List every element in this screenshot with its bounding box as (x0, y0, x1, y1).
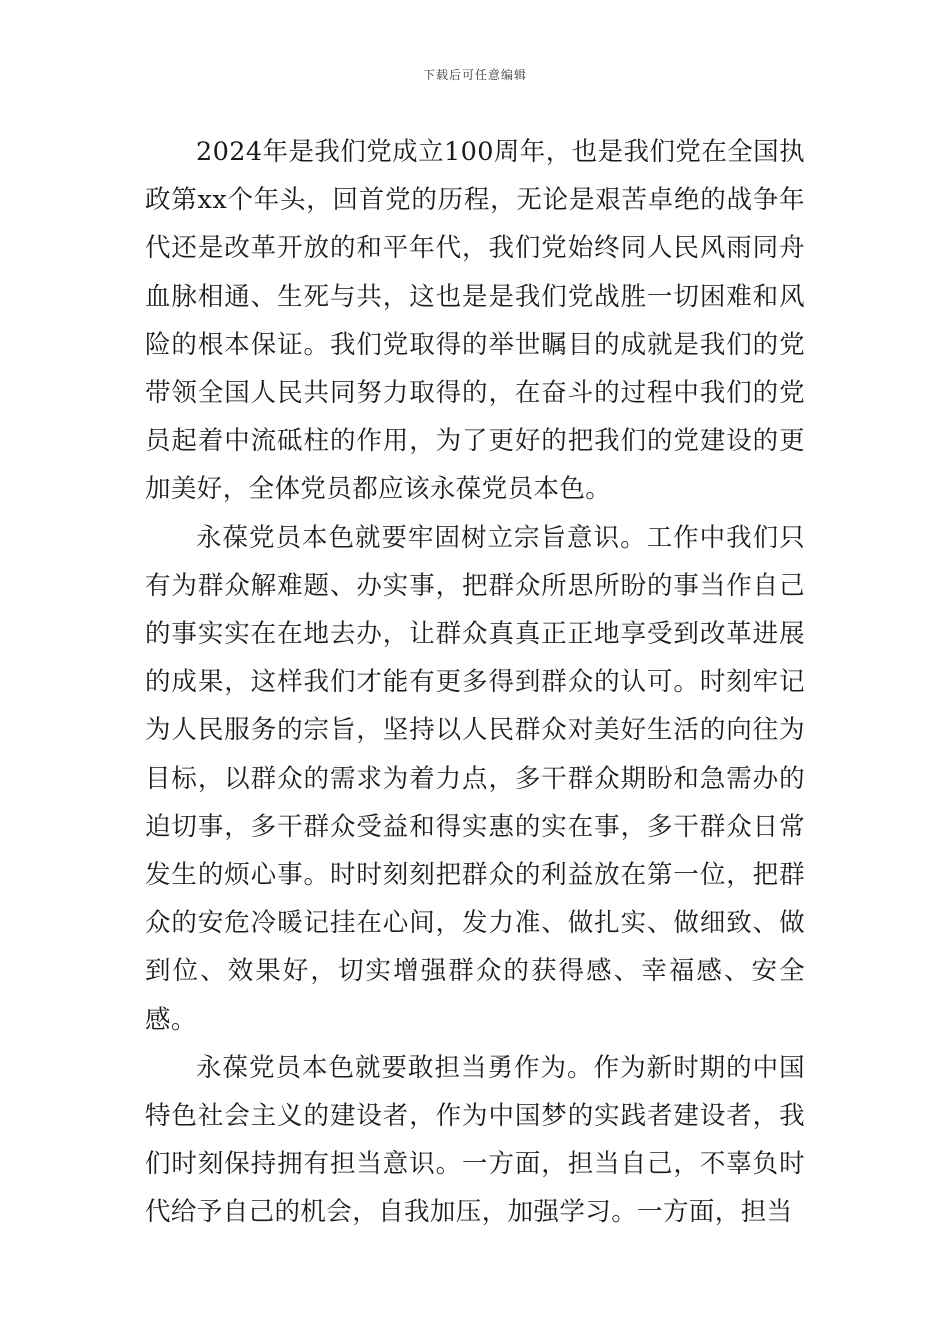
document-body (145, 128, 805, 1237)
page-header: 下载后可任意编辑 (422, 68, 527, 82)
paragraph-2: 永葆党员本色就要牢固树立宗旨意识。工作中我们只有为群众解难题、办实事，把群众所思所盼的事当作自己的事实实在在地去办，让群众真真正正地享受到改革进展的成果，这样我们才能有更多得到群众的认可。时刻牢记为人民服务的宗旨，坚持以人民群众对美好生活的向往为目标，以群众的需求为着力点，多干群众期盼和急需办的迫切事，多干群众受益和得实惠的实在事，多干群众日常发生的烦心事。时时刻刻把群众的利益放在第一位，把群众的安危冷暖记挂在心间，发力准、做扎实、做细致、做到位、效果好，切实增强群众的获得感、幸福感、安全感。 (145, 522, 805, 1035)
paragraph-3: 永葆党员本色就要敢担当勇作为。作为新时期的中国特色社会主义的建设者，作为中国梦的实践者建设者，我们时刻保持拥有担当意识。一方面，担当自己，不辜负时代给予自己的机会，自我加压，加强学习。一方面，担当 (145, 1052, 805, 1228)
paragraph-1: 2024年是我们党成立100周年，也是我们党在全国执政第xx个年头，回首党的历程，无论是艰苦卓绝的战争年代还是改革开放的和平年代，我们党始终同人民风雨同舟血脉相通、生死与共，这也是是我们党战胜一切困难和风险的根本保证。我们党取得的举世瞩目的成就是我们的党带领全国人民共同努力取得的，在奋斗的过程中我们的党员起着中流砥柱的作用，为了更好的把我们的党建设的更加美好，全体党员都应该永葆党员本色。 (145, 137, 805, 505)
